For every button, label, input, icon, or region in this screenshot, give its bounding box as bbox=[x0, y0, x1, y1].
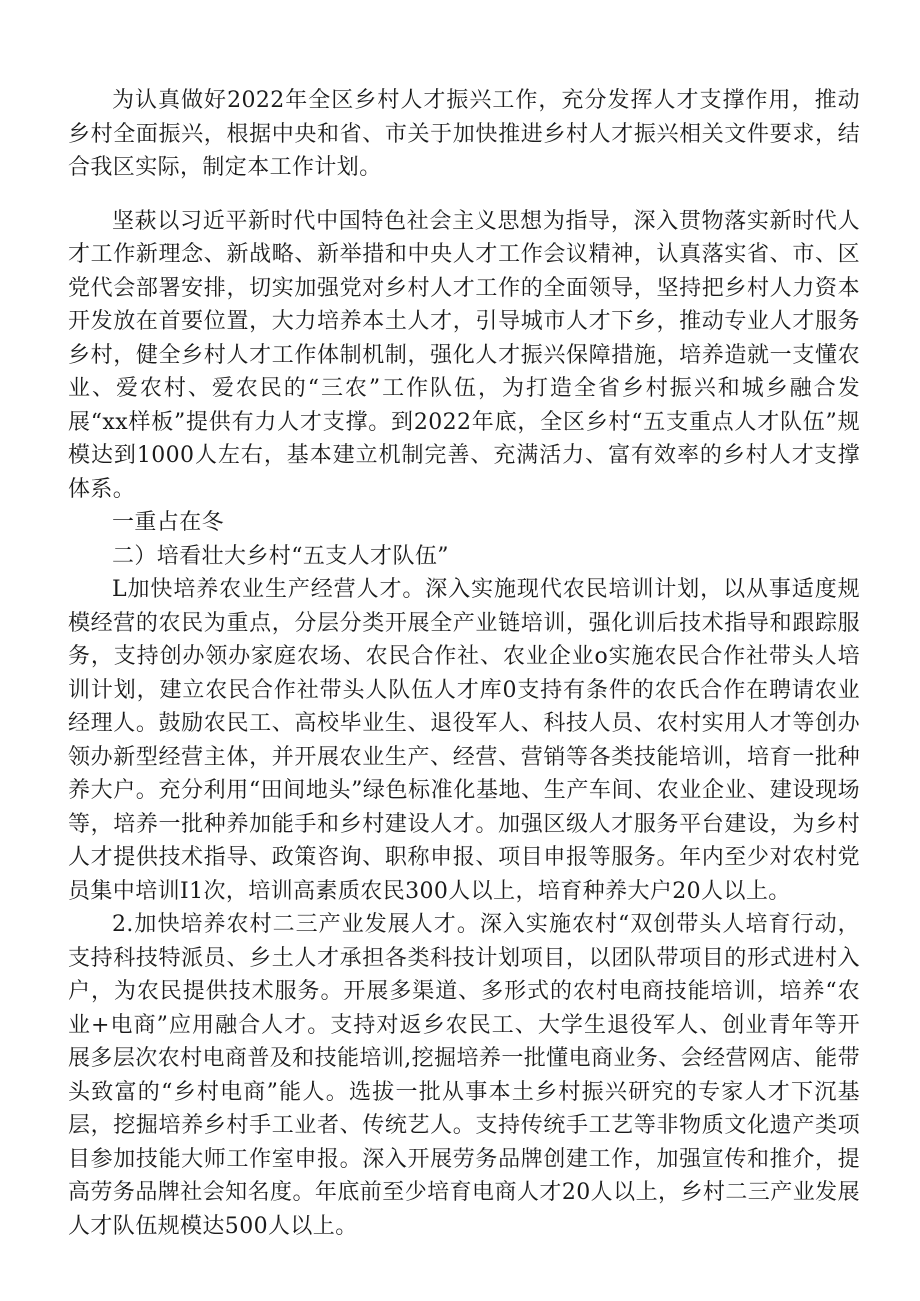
guiding-principle-paragraph: 坚萩以习近平新时代中国特色社会主义思想为指导，深入贯物落实新时代人才工作新理念、新战略、新举措和中央人才工作会议精神，认真落实省、市、区党代会部署安排，切实加强党对乡村人才工作的全面领导，坚持把乡村人力资本开发放在首要位置，大力培养本土人才，引导城市人才下乡，推动专业人才服务乡村，健全乡村人才工作体制机制，强化人才振兴保障措施，培养造就一支懂农业、爱农村、爱农民的“三农”工作队伍，为打造全省乡村振兴和城乡融合发展“xx样板”提供有力人才支撑。到2022年底，全区乡村“五支重点人才队伍”规模达到1000人左右，基本建立机制完善、充满活力、富有效率的乡村人才支撑体系。 bbox=[68, 208, 860, 502]
document-page bbox=[68, 84, 860, 1243]
section-heading: 一重占在冬 bbox=[112, 510, 225, 535]
intro-paragraph: 为认真做好2022年全区乡村人才振兴工作，充分发挥人才支撑作用，推动乡村全面振兴，根据中央和省、市关于加快推进乡村人才振兴相关文件要求，结合我区实际，制定本工作计划。 bbox=[68, 88, 860, 180]
subsection-heading: 二）培看壮大乡村“五支人才队伍” bbox=[112, 543, 449, 569]
item-1-paragraph: L加快培养农业生产经营人才。深入实施现代农民培训计划，以从事适度规模经营的农民为重点，分层分类开展全产业链培训，强化训后技术指导和跟踪服务，支持创办领办家庭农场、农民合作社、农业企业o实施农民合作社带头人培训计划，建立农民合作社带头人队伍人才库0支持有条件的农氏合作在聘请农业经理人。鼓励农民工、高校毕业生、退役军人、科技人员、农村实用人才等创办领办新型经营主体，并开展农业生产、经营、营销等各类技能培训，培育一批种养大户。充分利用“田间地头”绿色标准化基地、生产车间、农业企业、建设现场等，培养一批种养加能手和乡村建设人才。加强区级人才服务平台建设，为乡村人才提供技术指导、政策咨询、职称申报、项目申报等服务。年内至少对农村党员集中培训I1次，培训高素质农民300人以上，培育种养大户20人以上。 bbox=[68, 577, 860, 904]
item-2-paragraph: 2.加快培养农村二三产业发展人才。深入实施农村“双创带头人培育行动，支持科技特派员、乡土人才承担各类科技计划项目，以团队带项目的形式进村入户，为农民提供技术服务。开展多渠道、多形式的农村电商技能培训，培养“农业+电商”应用融合人才。支持对返乡农民工、大学生退役军人、创业青年等开展多层次农村电商普及和技能培训,挖掘培养一批懂电商业务、会经营网店、能带头致富的“乡村电商”能人。选拔一批从事本土乡村振兴研究的专家人才下沉基层，挖掘培养乡村手工业者、传统艺人。支持传统手工艺等非物质文化遗产类项目参加技能大师工作室申报。深入开展劳务品牌创建工作，加强宣传和推介，提高劳务品牌社会知名度。年底前至少培育电商人才20人以上，乡村二三产业发展人才队伍规模达500人以上。 bbox=[68, 912, 860, 1239]
